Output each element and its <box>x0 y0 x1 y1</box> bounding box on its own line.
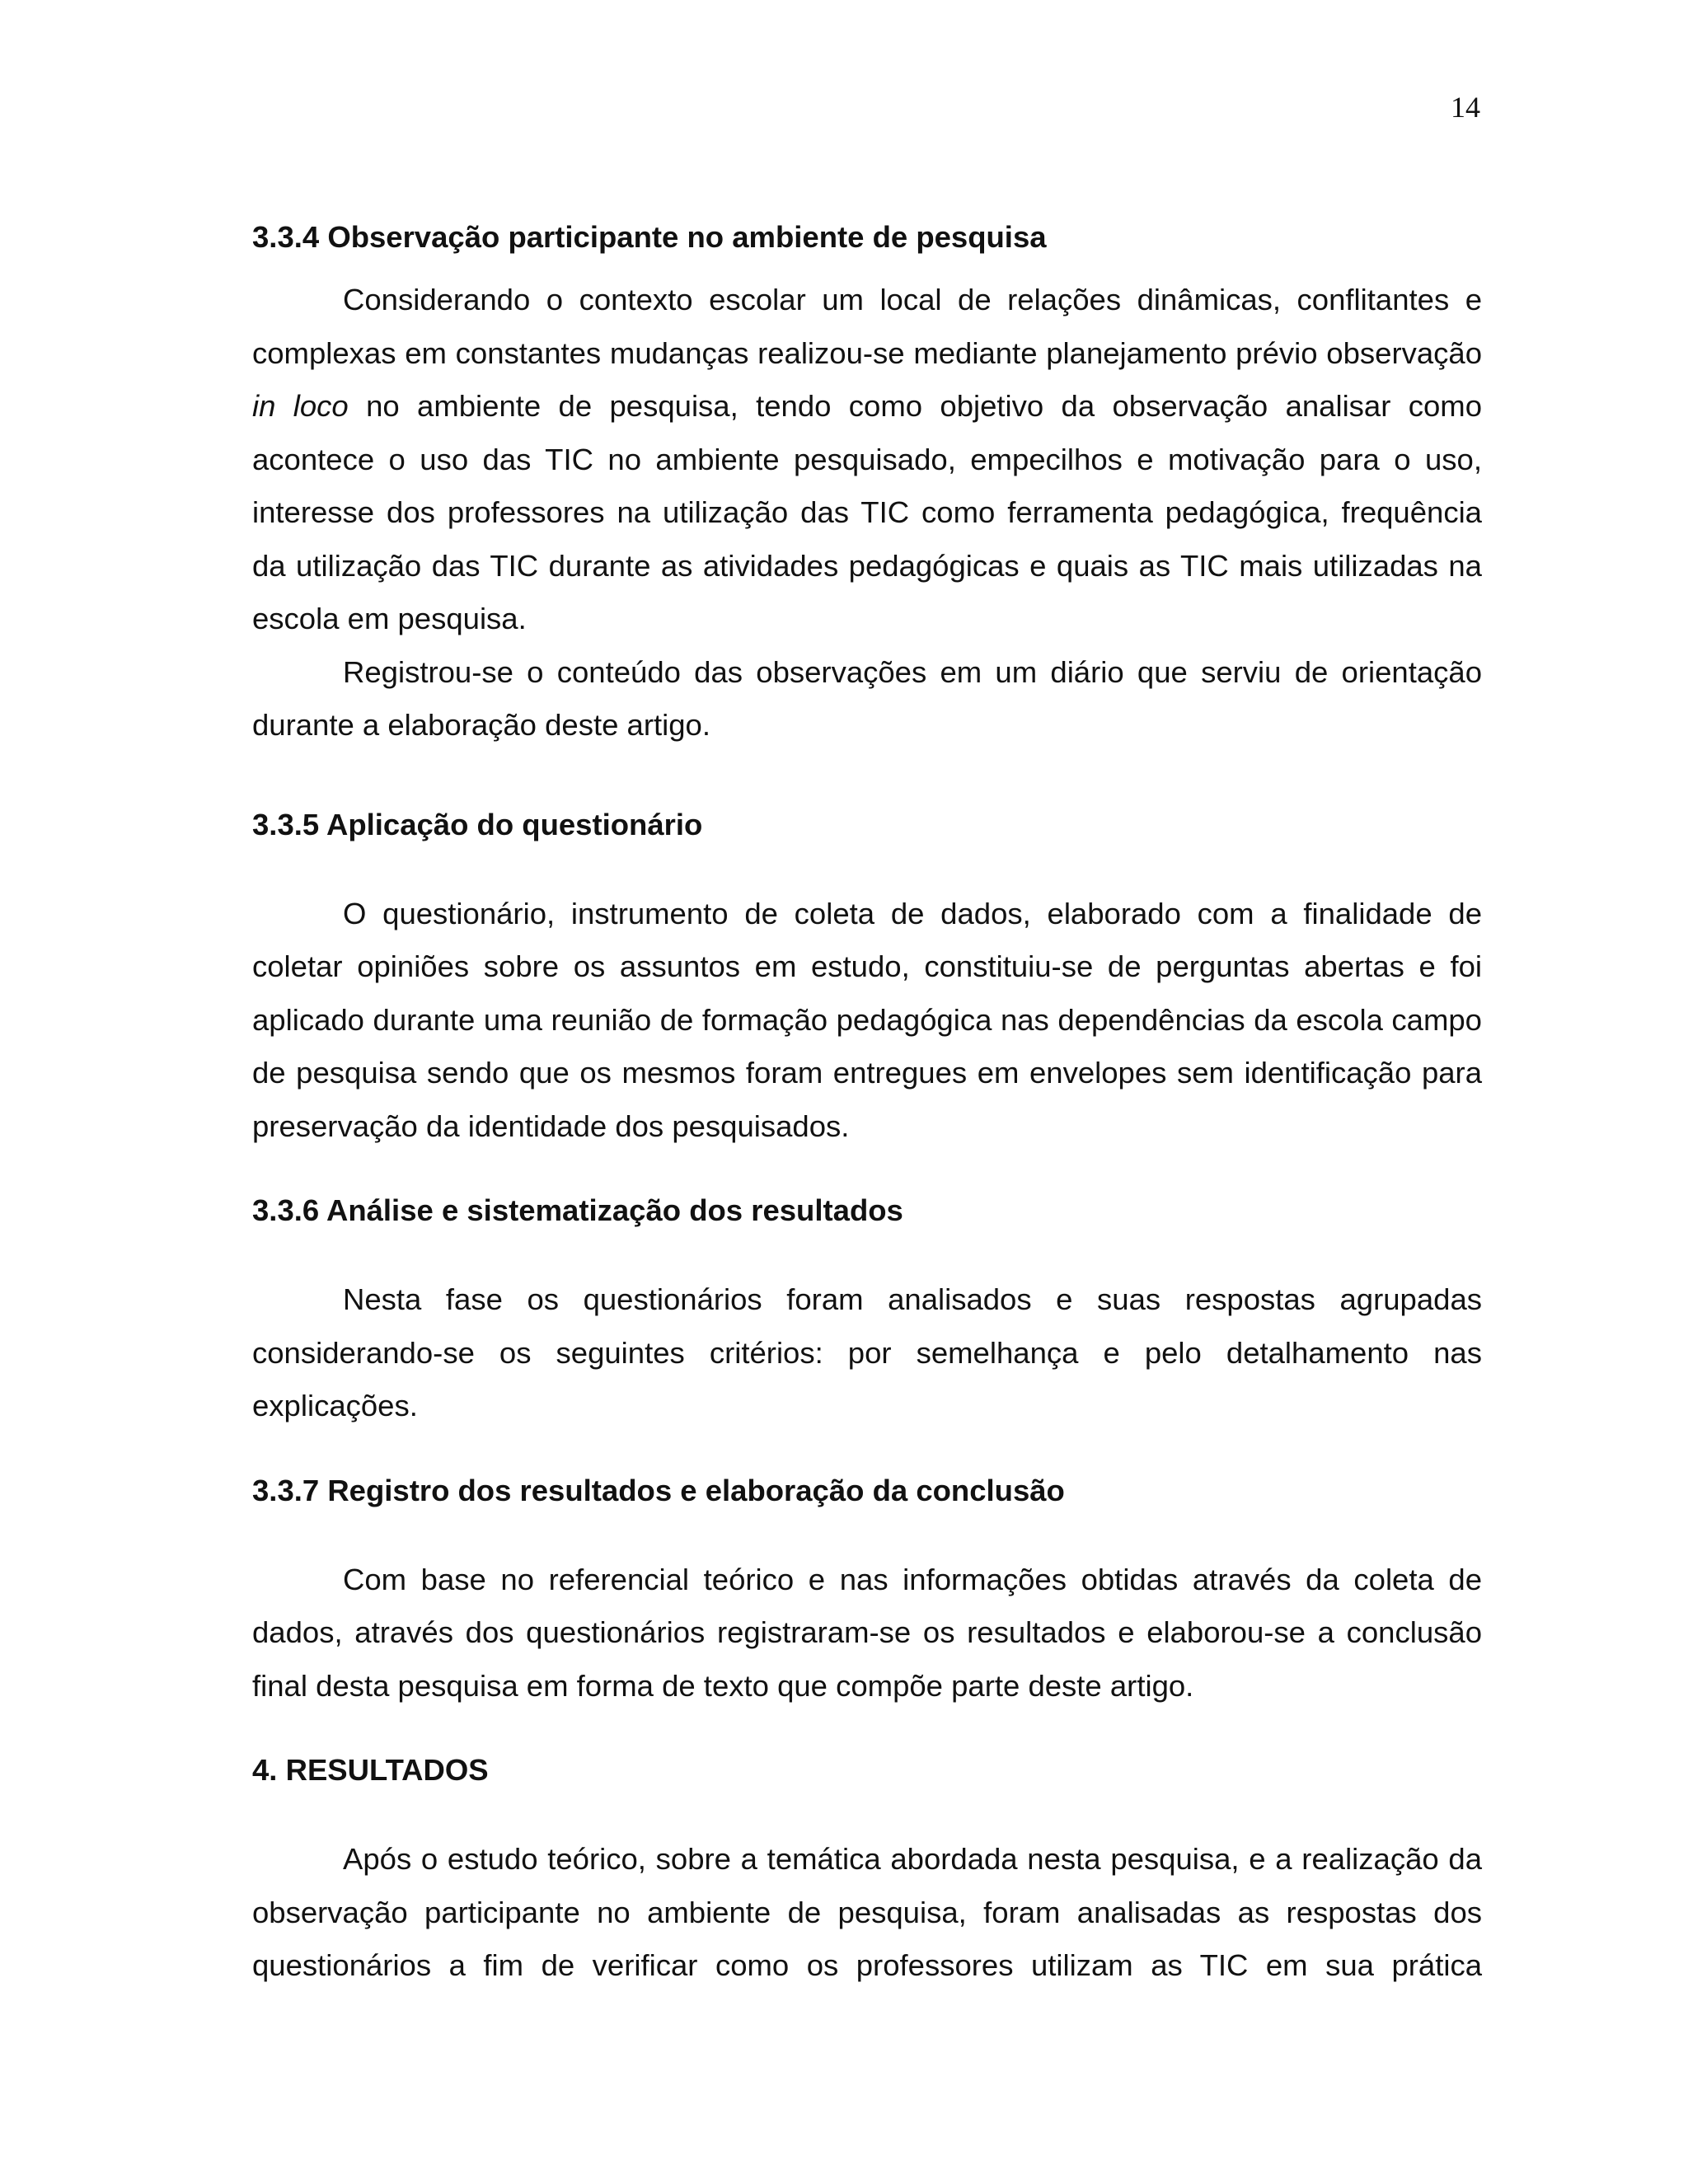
paragraph: O questionário, instrumento de coleta de dados, elaborado com a finalidade de coletar opiniões sobre os assuntos em estudo, constituiu-se de perguntas abertas e foi aplicado durante uma reunião de formação pedagógica nas dependências da escola campo de pesquisa sendo que os mesmos foram entregues em envelopes sem identificação para preservação da identidade dos pesquisados. <box>252 896 1482 1143</box>
paragraph <box>252 274 1482 646</box>
section-heading: 3.3.4 Observação participante no ambiente de pesquisa <box>252 220 1047 254</box>
page-number: 14 <box>1451 91 1480 124</box>
paragraph: Com base no referencial teórico e nas informações obtidas através da coleta de dados, através dos questionários registraram-se os resultados e elaborou-se a conclusão final desta pesquisa em forma de texto que compõe parte deste artigo. <box>252 1562 1482 1703</box>
section-registro-resultados <box>252 1465 1482 1713</box>
page-content <box>252 211 1482 1993</box>
paragraph: Nesta fase os questionários foram analisados e suas respostas agrupadas considerando-se os seguintes critérios: por semelhança e pelo detalhamento nas explicações. <box>252 1282 1482 1422</box>
section-observacao-participante <box>252 211 1482 752</box>
section-aplicacao-questionario <box>252 799 1482 1154</box>
paragraph-text: Considerando o contexto escolar um local de relações dinâmicas, conflitantes e complexas em constantes mudanças realizou-se mediante planejamento prévio observação <box>252 283 1482 370</box>
section-heading: 3.3.5 Aplicação do questionário <box>252 807 703 841</box>
section-analise-sistematizacao <box>252 1184 1482 1433</box>
section-heading: 3.3.7 Registro dos resultados e elaboração da conclusão <box>252 1473 1065 1507</box>
italic-term: in loco <box>252 389 349 423</box>
section-resultados <box>252 1744 1482 1993</box>
section-heading: 3.3.6 Análise e sistematização dos resultados <box>252 1193 903 1227</box>
paragraph: Após o estudo teórico, sobre a temática abordada nesta pesquisa, e a realização da observação participante no ambiente de pesquisa, foram analisadas as respostas dos questionários a fim de verificar como os professores utilizam as TIC em sua prática <box>252 1842 1482 1982</box>
paragraph-text: no ambiente de pesquisa, tendo como objetivo da observação analisar como acontece o uso das TIC no ambiente pesquisado, empecilhos e motivação para o uso, interesse dos professores na utilização das TIC como ferramenta pedagógica, frequência da utilização das TIC durante as atividades pedagógicas e quais as TIC mais utilizadas na escola em pesquisa. <box>252 389 1482 635</box>
paragraph: Registrou-se o conteúdo das observações em um diário que serviu de orientação durante a elaboração deste artigo. <box>252 654 1482 742</box>
section-heading: 4. RESULTADOS <box>252 1753 489 1787</box>
